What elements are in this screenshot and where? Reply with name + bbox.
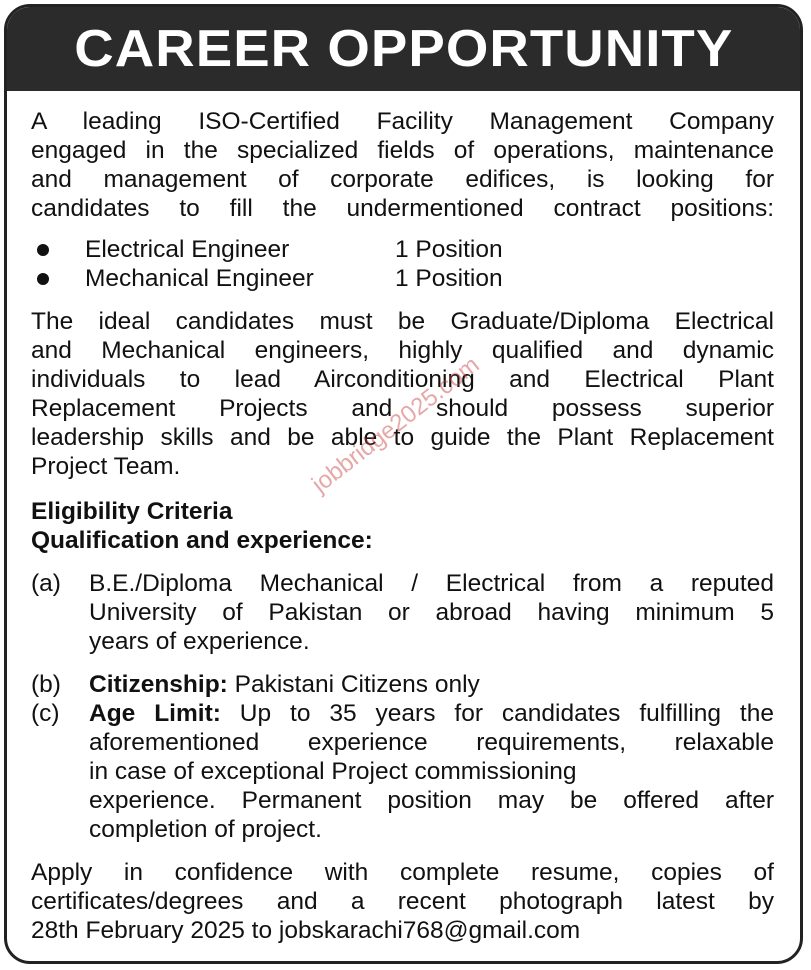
list-item bbox=[31, 264, 774, 293]
apply-paragraph bbox=[31, 858, 774, 945]
description-line: Project Team. bbox=[31, 453, 181, 480]
position-count: 1 Position bbox=[395, 265, 503, 292]
intro-line: candidates to fill the undermentioned contract positions: bbox=[31, 195, 774, 222]
apply-line: Apply in confidence with complete resume, copies of bbox=[31, 859, 774, 886]
criteria-item-c bbox=[31, 699, 774, 844]
header-banner bbox=[7, 7, 800, 91]
positions-list bbox=[31, 235, 774, 293]
item-label: (a) bbox=[31, 570, 61, 597]
item-body bbox=[89, 569, 774, 656]
age-limit-label: Age Limit: bbox=[89, 700, 221, 727]
criteria-item-a bbox=[31, 569, 774, 656]
advertisement-frame bbox=[4, 4, 803, 964]
position-title: Mechanical Engineer bbox=[85, 265, 314, 292]
qualification-title: Qualification and experience: bbox=[31, 527, 373, 554]
item-line: University of Pakistan or abroad having minimum 5 bbox=[89, 599, 774, 626]
item-line bbox=[89, 670, 774, 699]
item-line: completion of project. bbox=[89, 816, 322, 843]
page-title: CAREER OPPORTUNITY bbox=[73, 20, 733, 78]
description-line: The ideal candidates must be Graduate/Diploma Electrical bbox=[31, 308, 774, 335]
watermark-text: jobbridge2025.com bbox=[307, 351, 485, 499]
intro-paragraph bbox=[31, 107, 774, 223]
age-limit-value: Up to 35 years for candidates fulfilling the bbox=[220, 700, 774, 727]
bullet-icon bbox=[37, 244, 49, 256]
item-line: aforementioned experience requirements, relaxable bbox=[89, 729, 774, 756]
item-line: experience. Permanent position may be offered after bbox=[89, 787, 774, 814]
description-line: leadership skills and be able to guide the Plant Replacement bbox=[31, 424, 774, 451]
description-line: and Mechanical engineers, highly qualified and dynamic bbox=[31, 337, 774, 364]
citizenship-value: Pakistani Citizens only bbox=[227, 671, 480, 698]
description-line: Replacement Projects and should possess superior bbox=[31, 395, 774, 422]
criteria-item-b bbox=[31, 670, 774, 699]
item-line bbox=[89, 699, 774, 728]
eligibility-heading bbox=[31, 497, 774, 555]
item-label: (c) bbox=[31, 700, 60, 727]
ad-content bbox=[7, 91, 800, 945]
intro-line: and management of corporate edifices, is looking for bbox=[31, 166, 774, 193]
item-body bbox=[89, 670, 774, 699]
item-body bbox=[89, 699, 774, 844]
description-paragraph bbox=[31, 307, 774, 481]
list-item bbox=[31, 235, 774, 264]
position-count: 1 Position bbox=[395, 236, 503, 263]
eligibility-title: Eligibility Criteria bbox=[31, 498, 233, 525]
item-line: years of experience. bbox=[89, 628, 310, 655]
apply-line: 28th February 2025 to jobskarachi768@gmail.com bbox=[31, 917, 581, 944]
apply-line: certificates/degrees and a recent photograph latest by bbox=[31, 888, 774, 915]
position-title: Electrical Engineer bbox=[85, 236, 290, 263]
item-line: in case of exceptional Project commissioning bbox=[89, 758, 577, 785]
citizenship-label: Citizenship: bbox=[89, 671, 228, 698]
description-line: individuals to lead Airconditioning and Electrical Plant bbox=[31, 366, 774, 393]
item-line: B.E./Diploma Mechanical / Electrical from a reputed bbox=[89, 570, 774, 597]
intro-line: A leading ISO-Certified Facility Management Company bbox=[31, 108, 774, 135]
item-label: (b) bbox=[31, 671, 61, 698]
intro-line: engaged in the specialized fields of operations, maintenance bbox=[31, 137, 774, 164]
bullet-icon bbox=[37, 273, 49, 285]
